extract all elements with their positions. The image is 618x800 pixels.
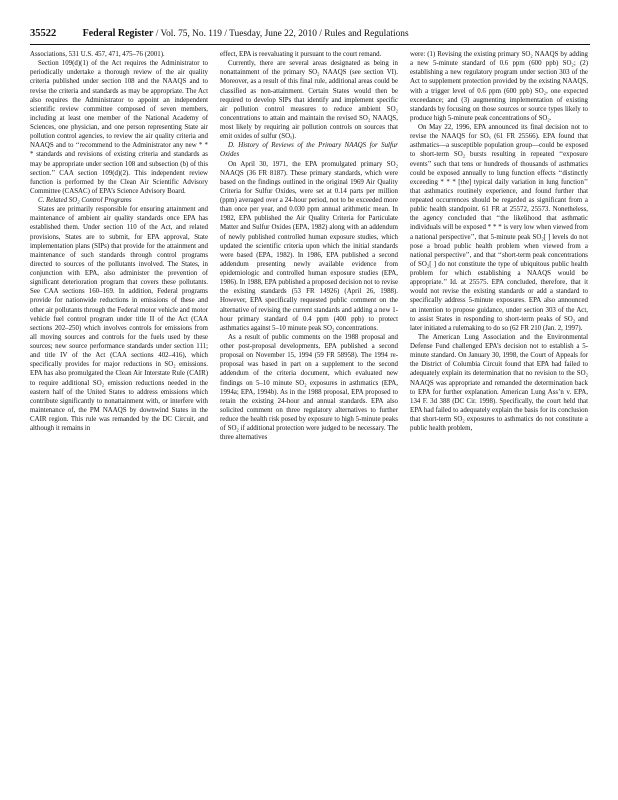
paragraph: On April 30, 1971, the EPA promulgated primary SO₂ NAAQS (36 FR 8187). These primary standards, which were based on the findings outlined in the original 1969 Air Quality Criteria for Sulfur Oxides, were set at 0.14 parts per million (ppm) averaged over a 24-hour period, not to be exceeded more than once per year, and 0.030 ppm annual arithmetic mean. In 1982, EPA published the Air Quality Criteria for Particulate Matter and Sulfur Oxides (EPA, 1982) along with an addendum of newly published controlled human exposure studies, which updated the scientific criteria upon which the initial standards were based (EPA, 1982). In 1986, EPA published a second addendum presenting newly available evidence from epidemiologic and controlled human exposure studies (EPA, 1986). In 1988, EPA published a proposed decision not to revise the existing standards (53 FR 14926) (April 26, 1988). However, EPA specifically requested public comment on the alternative of revising the current standards and adding a new 1-hour primary standard of 0.4 ppm (400 ppb) to protect asthmatics against 5–10 minute peak SO₂ concentrations. bbox=[220, 160, 398, 332]
page-header bbox=[30, 28, 590, 42]
paragraph: As a result of public comments on the 1988 proposal and other post-proposal developments, EPA published a second proposal on November 15, 1994 (59 FR 58958). The 1994 re-proposal was based in part on a supplement to the second addendum of the criteria document, which evaluated new findings on 5–10 minute SO₂ exposures in asthmatics (EPA, 1994a; EPA, 1994b). As in the 1988 proposal, EPA proposed to retain the existing 24-hour and annual standards. EPA also solicited comment on three regulatory alternatives to further reduce the health risk posed by exposure to high 5-minute peaks of SO₂ if additional protection were judged to be necessary. The three alternatives bbox=[220, 333, 398, 442]
paragraph: Currently, there are several areas designated as being in nonattainment of the primary SO₂ NAAQS (see section VI). Moreover, as a result of this final rule, additional areas could be classified as non-attainment. Certain States would then be required to develop SIPs that identify and implement specific air pollution control measures to reduce ambient SO₂ concentrations to attain and maintain the revised SO₂ NAAQS, most likely by requiring air pollution controls on sources that emit oxides of sulfur (SOₓ). bbox=[220, 60, 398, 141]
section-heading: D. History of Reviews of the Primary NAAQS for Sulfur Oxides bbox=[220, 142, 398, 159]
text-column-1 bbox=[30, 50, 208, 433]
paragraph: On May 22, 1996, EPA announced its final decision not to revise the NAAQS for SOₓ (61 FR 25566). EPA found that asthmatics—a susceptible population group—could be exposed to short-term SO₂ bursts resulting in repeated ‘‘exposure events’’ such that tens or hundreds of thousands of asthmatics could be exposed annually to lung function effects ‘‘distinctly exceeding * * * [the] typical daily variation in lung function’’ that asthmatics routinely experience, and found further that repeated occurrences should be regarded as significant from a public health standpoint. 61 FR at 25572, 25573. Nonetheless, the agency concluded that ‘‘the likelihood that asthmatic individuals will be exposed * * * is very low when viewed from a national perspective’’, that 5-minute peak SO₂[ ] levels do not pose a broad public health problem when viewed from a national perspective’’, and that ‘‘short-term peak concentrations of SO₂[ ] do not constitute the type of ubiquitous public health problem for which establishing a NAAQS would be appropriate.’’ Id. at 25575. EPA concluded, therefore, that it would not revise the existing standards or add a standard to specifically address 5-minute exposures. EPA also announced an intention to propose guidance, under section 303 of the Act, to assist States in responding to short-term peaks of SO₂ and later initiated a rulemaking to do so (62 FR 210 (Jan. 2, 1997). bbox=[410, 124, 588, 332]
text-column-2 bbox=[220, 50, 398, 442]
text-column-3 bbox=[410, 50, 588, 433]
paragraph: were: (1) Revising the existing primary SO₂ NAAQS by adding a new 5-minute standard of 0.6 ppm (600 ppb) SO₂; (2) establishing a new regulatory program under section 303 of the Act to supplement protection provided by the existing NAAQS, with a trigger level of 0.6 ppm (600 ppb) SO₂, one expected exceedance; and (3) augmenting implementation of existing standards by focusing on those sources or source types likely to produce high 5-minute peak concentrations of SO₂. bbox=[410, 51, 588, 122]
paragraph: Associations, 531 U.S. 457, 471, 475–76 (2001). bbox=[30, 51, 165, 58]
paragraph: The American Lung Association and the Environmental Defense Fund challenged EPA’s decision not to establish a 5-minute standard. On January 30, 1998, the Court of Appeals for the District of Columbia Circuit found that EPA had failed to adequately explain its determination that no revision to the SO₂ NAAQS was appropriate and remanded the determination back to EPA for further explanation. American Lung Ass’n v. EPA, 134 F. 3d 388 (DC Cir. 1998). Specifically, the court held that EPA had failed to adequately explain the basis for its conclusion that short-term SO₂ exposures to asthmatics do not constitute a public health problem, bbox=[410, 333, 588, 433]
page-number: 35522 bbox=[30, 28, 57, 39]
header-rule bbox=[30, 44, 590, 45]
paragraph: Section 109(d)(1) of the Act requires the Administrator to periodically undertake a thorough review of the air quality criteria published under section 108 and the NAAQS and to revise the criteria and standards as may be appropriate. The Act also requires the Administrator to appoint an independent scientific review committee composed of seven members, including at least one member of the National Academy of Sciences, one physician, and one person representing State air pollution control agencies, to review the air quality criteria and NAAQS and to ‘‘recommend to the Administrator any new * * * standards and revisions of existing criteria and standards as may be appropriate under section 108 and subsection (b) of this section.’’ CAA section 109(d)(2). This independent review function is performed by the Clean Air Scientific Advisory Committee (CASAC) of EPA’s Science Advisory Board. bbox=[30, 60, 208, 195]
paragraph: States are primarily responsible for ensuring attainment and maintenance of ambient air quality standards once EPA has established them. Under section 110 of the Act, and related provisions, States are to submit, for EPA approval, State implementation plans (SIPs) that provide for the attainment and maintenance of such standards through control programs directed to sources of the pollutants involved. The States, in conjunction with EPA, also administer the prevention of significant deterioration program that covers these pollutants. See CAA sections 160–169. In addition, Federal programs provide for nationwide reductions in emissions of these and other air pollutants through the Federal motor vehicle and motor vehicle fuel control program under title II of the Act (CAA sections 202–250) which involves controls for emissions from all moving sources and controls for the fuels used by these sources; new source performance standards under section 111; and title IV of the Act (CAA sections 402–416), which specifically provides for major reductions in SO₂ emissions. EPA has also promulgated the Clean Air Interstate Rule (CAIR) to require additional SO₂ emission reductions needed in the eastern half of the United States to address emissions which contribute significantly to nonattainment with, or interfere with maintenance of, the PM NAAQS by downwind States in the CAIR region. This rule was remanded by the DC Circuit, and although it remains in bbox=[30, 206, 208, 433]
paragraph: effect, EPA is reevaluating it pursuant to the court remand. bbox=[220, 51, 382, 58]
section-heading: C. Related SO₂ Control Programs bbox=[38, 197, 132, 204]
issue-info: / Vol. 75, No. 119 / Tuesday, June 22, 2010 / Rules and Regulations bbox=[155, 29, 409, 39]
publication-title: Federal Register bbox=[82, 28, 154, 39]
